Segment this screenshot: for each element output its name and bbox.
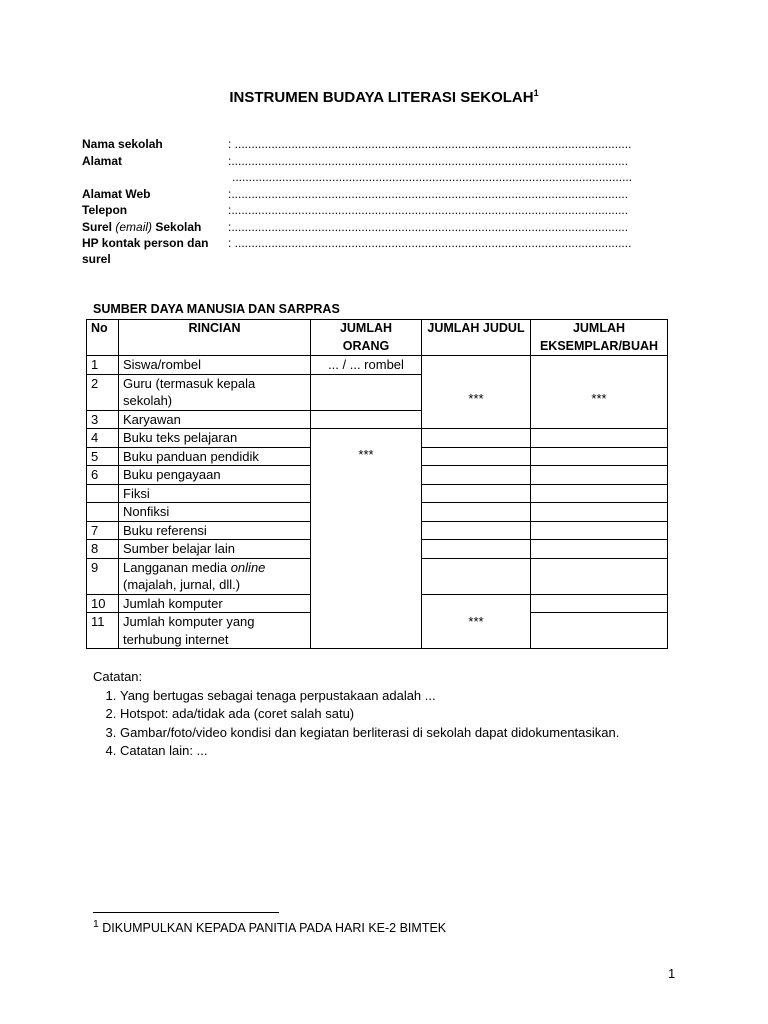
cell-rincian: Siswa/rombel bbox=[119, 356, 311, 375]
table-row bbox=[87, 429, 668, 448]
cell-eksemplar bbox=[531, 540, 668, 559]
cell-orang-merged: *** bbox=[311, 429, 422, 649]
cell-judul-merged: *** bbox=[422, 594, 531, 649]
info-label: Alamat Web bbox=[82, 186, 151, 201]
cell-rincian: Sumber belajar lain bbox=[119, 540, 311, 559]
info-value-field: :....................................................................................................................... bbox=[228, 186, 629, 201]
cell-eksemplar bbox=[531, 484, 668, 503]
cell-no: 1 bbox=[87, 356, 119, 375]
cell-rincian: Buku pengayaan bbox=[119, 466, 311, 485]
cell-no: 11 bbox=[87, 613, 119, 649]
table-row bbox=[87, 356, 668, 375]
cell-rincian: Fiksi bbox=[119, 484, 311, 503]
cell-eksemplar bbox=[531, 558, 668, 594]
table-header-row bbox=[87, 320, 668, 356]
notes-list bbox=[93, 687, 619, 761]
cell-judul bbox=[422, 558, 531, 594]
info-value-field: : ....................................................................................................................... bbox=[228, 236, 632, 250]
cell-no: 6 bbox=[87, 466, 119, 485]
footnote bbox=[93, 919, 446, 935]
info-row-hp-kontak bbox=[82, 235, 652, 268]
info-value-field: :....................................................................................................................... bbox=[228, 219, 629, 234]
cell-no: 9 bbox=[87, 558, 119, 594]
header-jumlah-orang: JUMLAH ORANG bbox=[311, 320, 422, 356]
cell-rincian: Buku panduan pendidik bbox=[119, 447, 311, 466]
info-label: Nama sekolah bbox=[82, 137, 163, 151]
list-item: 2. Hotspot: ada/tidak ada (coret salah satu) bbox=[120, 705, 619, 724]
cell-judul bbox=[422, 429, 531, 448]
cell-no: 7 bbox=[87, 521, 119, 540]
cell-eksemplar bbox=[531, 447, 668, 466]
list-item: 4. Catatan lain: ... bbox=[120, 742, 619, 761]
page-number: 1 bbox=[668, 966, 676, 981]
cell-rincian: Jumlah komputer bbox=[119, 594, 311, 613]
cell-judul bbox=[422, 484, 531, 503]
cell-rincian: Buku referensi bbox=[119, 521, 311, 540]
cell-eksemplar bbox=[531, 594, 668, 613]
cell-eksemplar bbox=[531, 613, 668, 649]
cell-judul bbox=[422, 447, 531, 466]
header-jumlah-eksemplar: JUMLAH EKSEMPLAR/BUAH bbox=[531, 320, 668, 356]
info-value-field: : ....................................................................................................................... bbox=[228, 137, 632, 151]
cell-rincian: Buku teks pelajaran bbox=[119, 429, 311, 448]
title-footnote-mark: 1 bbox=[533, 88, 539, 98]
section-title: SUMBER DAYA MANUSIA DAN SARPRAS bbox=[93, 302, 340, 316]
info-row-alamat-cont bbox=[82, 169, 652, 186]
info-row-alamat-web bbox=[82, 186, 652, 203]
info-label: Telepon bbox=[82, 203, 128, 217]
cell-no: 3 bbox=[87, 410, 119, 429]
info-value-field: :....................................................................................................................... bbox=[228, 203, 629, 217]
cell-rincian: Karyawan bbox=[119, 410, 311, 429]
info-row-surel bbox=[82, 219, 652, 236]
list-item: 3. Gambar/foto/video kondisi dan kegiatan berliterasi di sekolah dapat didokumentasikan. bbox=[120, 724, 619, 743]
cell-no: 10 bbox=[87, 594, 119, 613]
cell-rincian: Guru (termasuk kepala sekolah) bbox=[119, 374, 311, 410]
footnote-divider bbox=[93, 912, 279, 913]
cell-no: 4 bbox=[87, 429, 119, 448]
header-jumlah-judul: JUMLAH JUDUL bbox=[422, 320, 531, 356]
footnote-text: DIKUMPULKAN KEPADA PANITIA PADA HARI KE-2 BIMTEK bbox=[102, 921, 447, 936]
cell-eksemplar bbox=[531, 503, 668, 522]
cell-orang: ... / ... rombel bbox=[311, 356, 422, 375]
cell-no: 8 bbox=[87, 540, 119, 559]
cell-orang bbox=[311, 374, 422, 410]
info-value-field: ........................................................................................................................ bbox=[232, 170, 633, 184]
cell-eksemplar bbox=[531, 466, 668, 485]
cell-eksemplar bbox=[531, 521, 668, 540]
cell-no bbox=[87, 484, 119, 503]
cell-eksemplar bbox=[531, 429, 668, 448]
cell-eksemplar-merged: *** bbox=[531, 356, 668, 429]
info-label: HP kontak person dan surel bbox=[82, 236, 209, 266]
list-item: 1. Yang bertugas sebagai tenaga perpustakaan adalah ... bbox=[120, 687, 619, 706]
cell-no bbox=[87, 503, 119, 522]
cell-no: 5 bbox=[87, 447, 119, 466]
info-label: Alamat bbox=[82, 153, 123, 168]
cell-rincian: Langganan media online (majalah, jurnal, dll.) bbox=[119, 558, 311, 594]
cell-judul-merged: *** bbox=[422, 356, 531, 429]
info-row-nama-sekolah bbox=[82, 136, 652, 153]
title-text: INSTRUMEN BUDAYA LITERASI SEKOLAH bbox=[229, 89, 534, 106]
header-rincian: RINCIAN bbox=[119, 320, 311, 356]
info-label: Surel (email) Sekolah bbox=[82, 219, 202, 234]
cell-rincian: Jumlah komputer yang terhubung internet bbox=[119, 613, 311, 649]
notes-heading: Catatan: bbox=[93, 669, 143, 684]
cell-judul bbox=[422, 466, 531, 485]
cell-orang bbox=[311, 410, 422, 429]
info-row-telepon bbox=[82, 202, 652, 219]
cell-no: 2 bbox=[87, 374, 119, 410]
footnote-mark: 1 bbox=[93, 919, 99, 930]
notes-section bbox=[93, 668, 619, 761]
cell-judul bbox=[422, 540, 531, 559]
resources-table bbox=[86, 319, 668, 649]
info-row-alamat bbox=[82, 153, 652, 170]
cell-rincian: Nonfiksi bbox=[119, 503, 311, 522]
cell-judul bbox=[422, 521, 531, 540]
info-value-field: :....................................................................................................................... bbox=[228, 153, 629, 168]
school-info-form bbox=[82, 136, 652, 268]
cell-judul bbox=[422, 503, 531, 522]
page-title bbox=[0, 88, 768, 106]
header-no: No bbox=[87, 320, 119, 356]
